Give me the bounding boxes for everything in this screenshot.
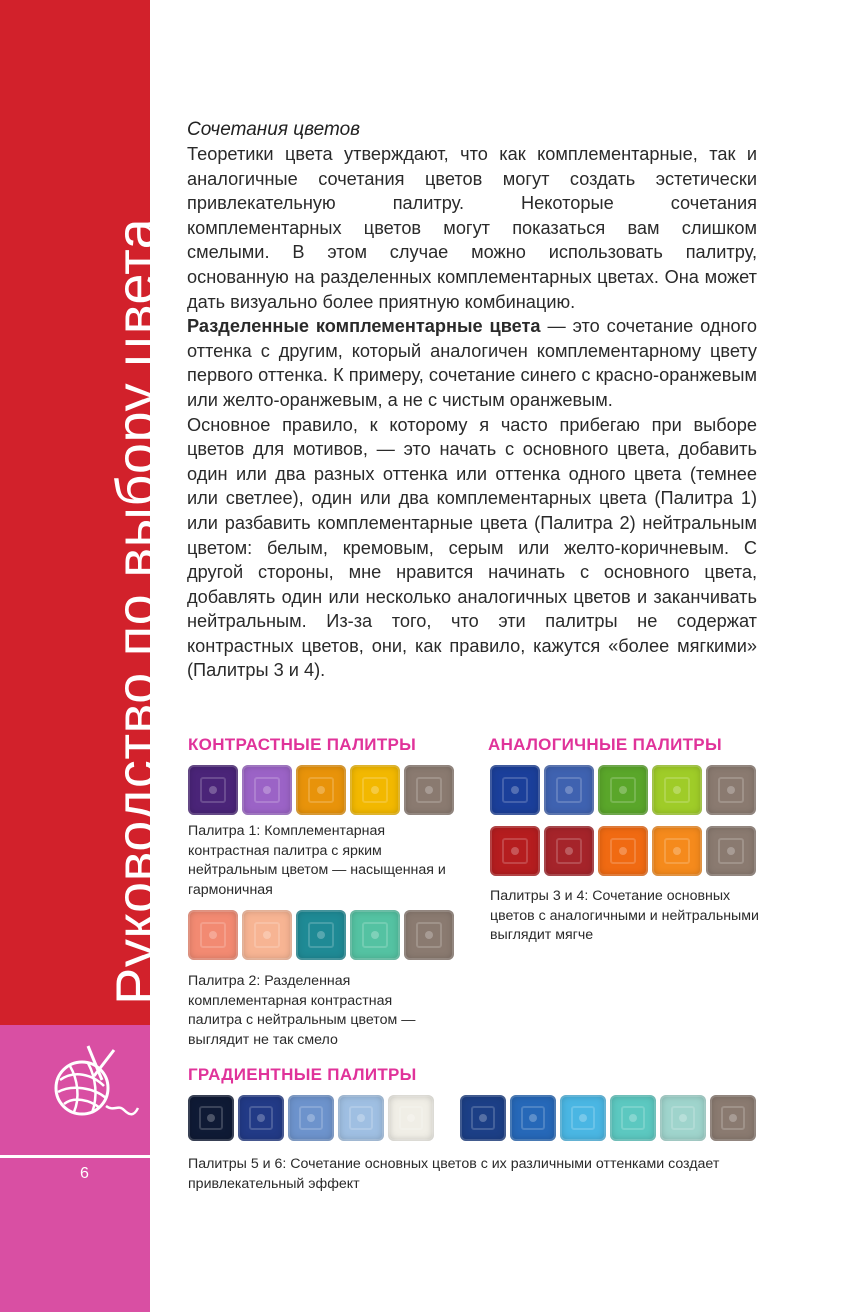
palette-56-caption: Палитры 5 и 6: Сочетание основных цветов с их различными оттенками создает привлекательный эффект xyxy=(188,1156,720,1192)
yarn-swatch xyxy=(296,910,346,960)
yarn-swatch xyxy=(490,826,540,876)
yarn-swatch xyxy=(652,826,702,876)
chapter-title: Руководство по выбору цвета xyxy=(104,217,167,1005)
palette-4-swatches xyxy=(490,826,756,876)
yarn-swatch xyxy=(652,765,702,815)
yarn-swatch xyxy=(660,1095,706,1141)
yarn-swatch xyxy=(338,1095,384,1141)
yarn-swatch xyxy=(188,765,238,815)
yarn-swatch xyxy=(710,1095,756,1141)
yarn-swatch xyxy=(544,765,594,815)
sidebar-divider xyxy=(0,1155,150,1158)
palette-2-swatches xyxy=(188,910,454,960)
yarn-swatch xyxy=(296,765,346,815)
yarn-swatch xyxy=(544,826,594,876)
yarn-swatch xyxy=(388,1095,434,1141)
page-number: 6 xyxy=(80,1165,89,1182)
yarn-ball-icon xyxy=(44,1040,140,1130)
palette-5-swatches xyxy=(188,1095,434,1141)
yarn-swatch xyxy=(350,765,400,815)
yarn-swatch xyxy=(350,910,400,960)
yarn-swatch xyxy=(706,826,756,876)
gradient-palettes-heading: ГРАДИЕНТНЫЕ ПАЛИТРЫ xyxy=(188,1065,417,1084)
section-heading: Сочетания цветов xyxy=(187,119,361,140)
yarn-swatch xyxy=(598,826,648,876)
yarn-swatch xyxy=(242,765,292,815)
palette-2-caption: Палитра 2: Разделенная комплементарная контрастная палитра с нейтральным цветом — выглядит не так смело xyxy=(188,973,416,1048)
palette-6-swatches xyxy=(460,1095,756,1141)
yarn-swatch xyxy=(598,765,648,815)
contrast-palettes-heading: КОНТРАСТНЫЕ ПАЛИТРЫ xyxy=(188,735,417,754)
paragraph-2-text: — это сочетание одного оттенка с другим, который аналогичен комплементарному цвету первого оттенка. К примеру, сочетание синего с красно-оранжевым или желто-оранжевым, а не с чистым оранжевым. xyxy=(187,316,757,410)
analog-palettes-heading: АНАЛОГИЧНЫЕ ПАЛИТРЫ xyxy=(488,735,722,754)
palette-1-swatches xyxy=(188,765,454,815)
term-bold: Разделенные комплементарные цвета xyxy=(187,316,541,337)
yarn-swatch xyxy=(404,765,454,815)
yarn-swatch xyxy=(242,910,292,960)
paragraph-3: Основное правило, к которому я часто прибегаю при выборе цветов для мотивов, — это начать с основного цвета, добавить один или два разных оттенка или оттенка одного цвета (темнее или светлее), один или два комплементарных цвета (Палитра 1) или разбавить комплементарные цвета (Палитра 2) нейтральным цветом: белым, кремовым, серым или желто-коричневым. С другой стороны, мне нравится начинать с основного цвета, добавлять один или несколько аналогичных цветов и заканчивать нейтральным. Из-за того, что эти палитры не содержат контрастных цветов, они, как правило, кажутся «более мягкими» (Палитры 3 и 4). xyxy=(187,414,757,681)
yarn-swatch xyxy=(490,765,540,815)
yarn-swatch xyxy=(460,1095,506,1141)
yarn-swatch xyxy=(560,1095,606,1141)
yarn-swatch xyxy=(706,765,756,815)
yarn-swatch xyxy=(188,1095,234,1141)
article-body xyxy=(187,117,757,683)
yarn-swatch xyxy=(238,1095,284,1141)
yarn-swatch xyxy=(288,1095,334,1141)
yarn-swatch xyxy=(188,910,238,960)
palette-34-caption: Палитры 3 и 4: Сочетание основных цветов с аналогичными и нейтральными выглядит мягче xyxy=(490,888,759,943)
yarn-swatch xyxy=(404,910,454,960)
palette-1-caption: Палитра 1: Комплементарная контрастная палитра с ярким нейтральным цветом — насыщенная и гармоничная xyxy=(188,823,446,898)
yarn-swatch xyxy=(610,1095,656,1141)
yarn-swatch xyxy=(510,1095,556,1141)
paragraph-2 xyxy=(187,314,757,412)
paragraph-1: Теоретики цвета утверждают, что как комплементарные, так и аналогичные сочетания цветов могут создать эстетически привлекательную палитру. Некоторые сочетания комплементарных цветов могут показаться вам слишком смелыми. В этом случае можно использовать палитру, основанную на разделенных комплементарных цветах. Она может дать визуально более приятную комбинацию. xyxy=(187,144,757,312)
palette-3-swatches xyxy=(490,765,756,815)
